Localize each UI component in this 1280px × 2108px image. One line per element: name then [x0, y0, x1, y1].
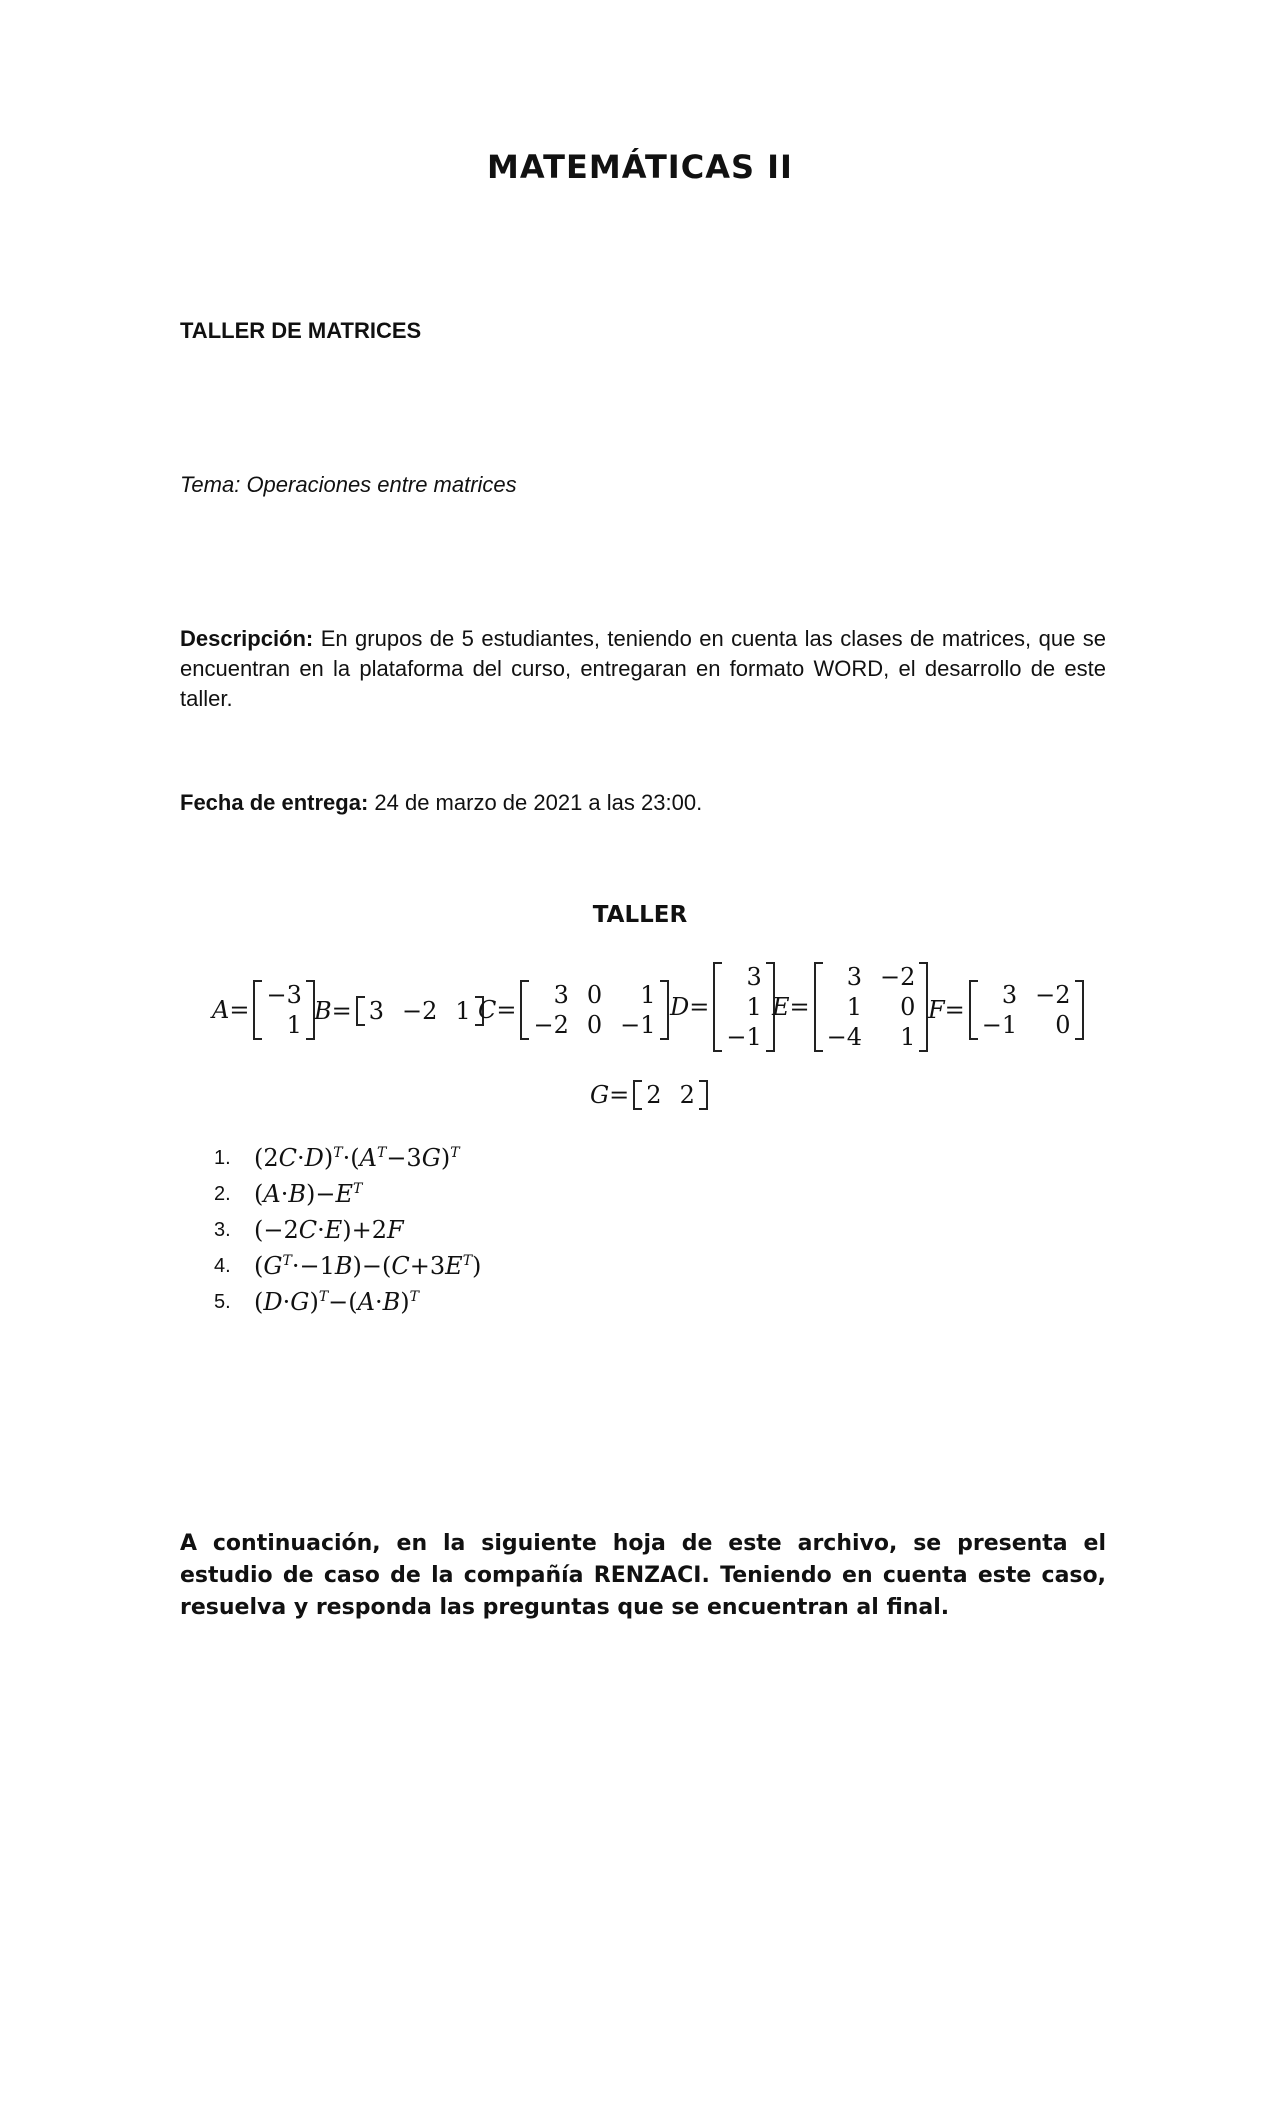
- matrix-f: [928, 980, 1084, 1040]
- matrix-cell: −4: [826, 1023, 863, 1051]
- due-date-label: Fecha de entrega:: [180, 790, 369, 815]
- equals-sign: =: [229, 996, 250, 1024]
- exercise-expression: (−2C·E)+2F: [254, 1216, 404, 1244]
- exercise-expression: $(D\cdot G)^T-(A\cdot B)^T$: [254, 1288, 419, 1316]
- matrix-cell: −2: [1035, 981, 1071, 1009]
- description-paragraph: [180, 624, 1106, 714]
- equals-sign: =: [331, 997, 352, 1025]
- matrix-cell: −1: [620, 1011, 656, 1039]
- matrix-cell: −2: [402, 997, 438, 1025]
- exercise-number: 1.: [214, 1146, 231, 1169]
- exercise-number: 2.: [214, 1182, 231, 1205]
- exercise-number: 4.: [214, 1254, 231, 1277]
- exercise-item-3: [214, 1212, 481, 1248]
- matrix-label: A: [212, 996, 230, 1024]
- left-bracket: [520, 980, 529, 1040]
- exercise-expression: $(2C\cdot D)^T\cdot(A^T-3G)^T$: [254, 1144, 460, 1172]
- matrix-cell: 3: [746, 963, 762, 991]
- matrix-cell: 0: [586, 981, 603, 1009]
- exercise-list: [214, 1140, 481, 1320]
- taller-heading: TALLER: [592, 902, 688, 928]
- matrix-cell: −2: [880, 963, 916, 991]
- matrix-grid: [529, 980, 659, 1040]
- matrix-grid: [823, 962, 920, 1052]
- matrix-e: [772, 962, 928, 1052]
- left-bracket: [713, 962, 722, 1052]
- matrix-body: [253, 980, 314, 1040]
- matrix-cell: 1: [286, 1011, 302, 1039]
- matrix-body: [356, 996, 484, 1026]
- matrix-grid: [365, 996, 475, 1026]
- matrix-a: [212, 980, 315, 1040]
- left-bracket: [814, 962, 823, 1052]
- matrix-cell: 1: [640, 981, 656, 1009]
- matrix-cell: 1: [846, 993, 863, 1021]
- left-bracket: [356, 996, 365, 1026]
- matrix-body: [520, 980, 668, 1040]
- description-text: En grupos de 5 estudiantes, teniendo en cuenta las clases de matrices, que se encuentran en la plataforma del curso, entregaran en formato WORD, el desarrollo de este taller.: [180, 626, 1106, 711]
- closing-paragraph: A continuación, en la siguiente hoja de este archivo, se presenta el estudio de caso de la compañía RENZACI. Teniendo en cuenta este caso, resuelva y responda las preguntas que se encuentran al final.: [180, 1531, 1106, 1620]
- equals-sign: =: [944, 996, 965, 1024]
- matrix-d: [670, 962, 775, 1052]
- equals-sign: =: [496, 996, 517, 1024]
- subtitle: TALLER DE MATRICES: [180, 318, 422, 343]
- matrix-body: [713, 962, 774, 1052]
- left-bracket: [633, 1080, 642, 1110]
- matrix-body: [814, 962, 929, 1052]
- matrix-label: E: [772, 993, 790, 1021]
- right-bracket: [660, 980, 669, 1040]
- due-date-text: 24 de marzo de 2021 a las 23:00.: [368, 790, 703, 815]
- matrix-g: [590, 1080, 708, 1110]
- matrix-cell: 3: [368, 997, 385, 1025]
- matrix-label: D: [670, 993, 690, 1021]
- matrix-cell: 3: [846, 963, 863, 991]
- matrix-cell: 3: [553, 981, 569, 1009]
- matrix-cell: −1: [726, 1023, 762, 1051]
- matrix-cell: 0: [1055, 1011, 1071, 1039]
- matrix-grid: [978, 980, 1075, 1040]
- matrix-cell: −1: [981, 1011, 1018, 1039]
- equals-sign: =: [609, 1081, 630, 1109]
- matrix-cell: 0: [586, 1011, 603, 1039]
- exercise-number: 5.: [214, 1290, 231, 1313]
- exercise-item-5: [214, 1284, 481, 1320]
- equals-sign: =: [689, 993, 710, 1021]
- matrix-cell: 1: [455, 997, 471, 1025]
- exercise-expression: $(G^T\cdot-1B)-(C+3E^T)$: [254, 1252, 482, 1280]
- matrix-b: [314, 996, 484, 1026]
- matrix-label: F: [928, 996, 945, 1024]
- due-date-line: [180, 790, 702, 816]
- matrix-c: [478, 980, 669, 1040]
- matrix-cell: 3: [1001, 981, 1018, 1009]
- right-bracket: [1075, 980, 1084, 1040]
- matrix-label: B: [314, 997, 332, 1025]
- description-label: Descripción:: [180, 626, 314, 651]
- matrix-cell: 2: [679, 1081, 695, 1109]
- matrix-body: [633, 1080, 708, 1110]
- matrix-cell: 2: [646, 1081, 662, 1109]
- matrix-cell: 0: [900, 993, 916, 1021]
- matrix-label: C: [478, 996, 497, 1024]
- matrix-cell: 1: [900, 1023, 916, 1051]
- tema-line: Tema: Operaciones entre matrices: [180, 472, 517, 497]
- matrix-grid: [722, 962, 765, 1052]
- exercise-number: 3.: [214, 1218, 231, 1241]
- matrix-label: G: [590, 1081, 610, 1109]
- equals-sign: =: [789, 993, 810, 1021]
- matrix-definitions: [0, 962, 1280, 1072]
- matrix-cell: 1: [746, 993, 762, 1021]
- left-bracket: [969, 980, 978, 1040]
- exercise-item-1: [214, 1140, 481, 1176]
- right-bracket: [699, 1080, 708, 1110]
- matrix-cell: −2: [533, 1011, 569, 1039]
- exercise-item-2: [214, 1176, 481, 1212]
- matrix-grid: [642, 1080, 699, 1110]
- exercise-item-4: [214, 1248, 481, 1284]
- left-bracket: [253, 980, 262, 1040]
- matrix-body: [969, 980, 1084, 1040]
- page-title: MATEMÁTICAS II: [487, 148, 793, 186]
- matrix-grid: [262, 980, 305, 1040]
- matrix-cell: −3: [266, 981, 302, 1009]
- exercise-expression: $(A\cdot B)-E^T$: [254, 1180, 363, 1208]
